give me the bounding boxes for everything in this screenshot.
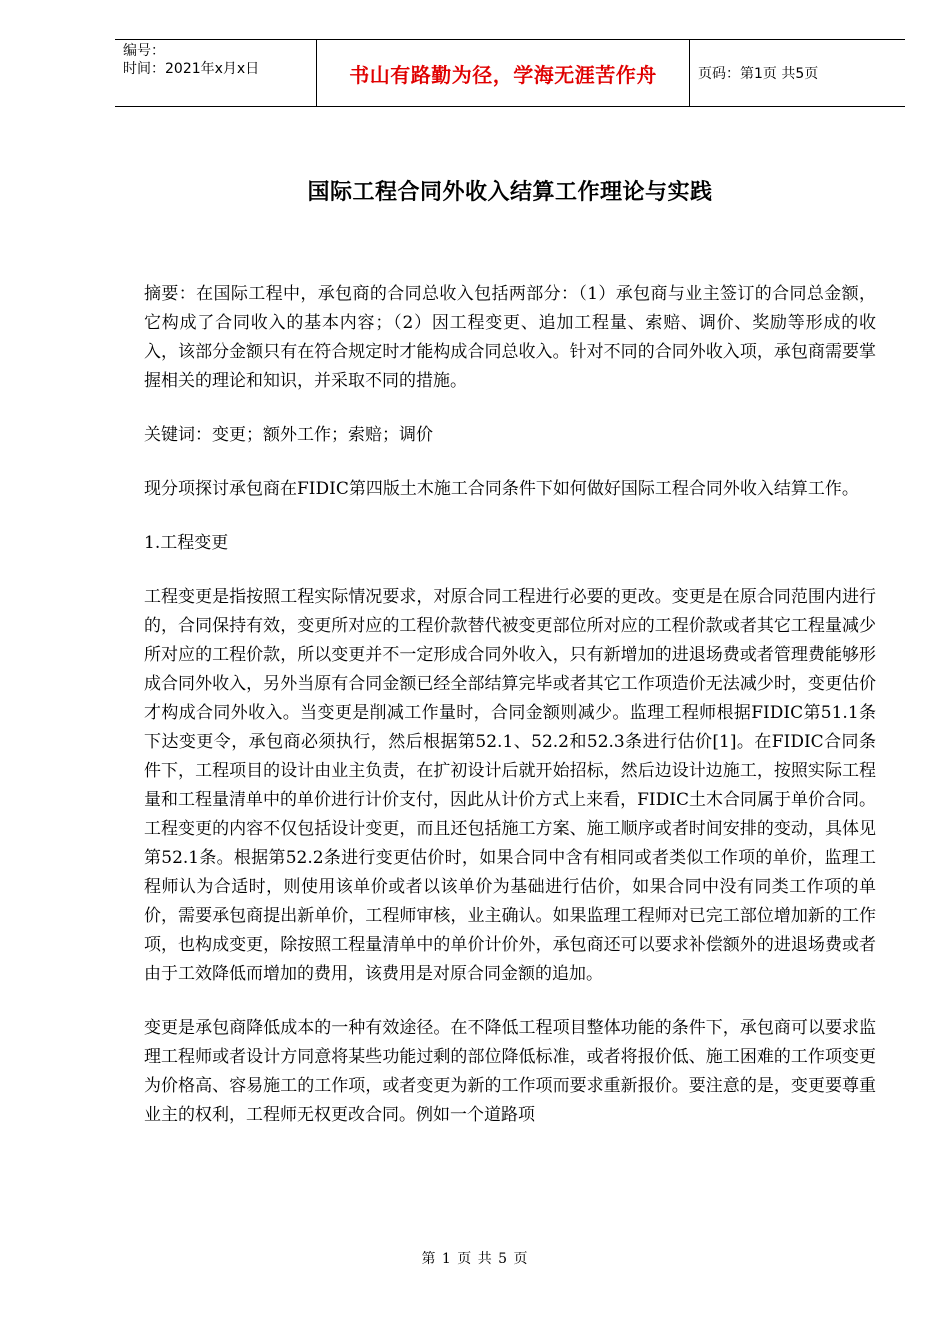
serial-label: 编号： bbox=[123, 43, 165, 59]
document-body bbox=[144, 280, 876, 1155]
time-label: 时间：2021年x月x日 bbox=[123, 61, 260, 77]
header-motto: 书山有路勤为径，学海无涯苦作舟 bbox=[316, 40, 690, 106]
section-heading: 1.工程变更 bbox=[144, 533, 229, 553]
body-paragraph: 变更是承包商降低成本的一种有效途径。在不降低工程项目整体功能的条件下，承包商可以要求监理工程师或者设计方同意将某些功能过剩的部位降低标准，或者将报价低、施工困难的工作项变更为价格高、容易施工的工作项，或者变更为新的工作项而要求重新报价。要注意的是，变更要尊重业主的权利，工程师无权更改合同。例如一个道路项 bbox=[144, 1018, 876, 1125]
body-paragraph: 工程变更是指按照工程实际情况要求，对原合同工程进行必要的更改。变更是在原合同范围内进行的，合同保持有效，变更所对应的工程价款替代被变更部位所对应的工程价款或者其它工程量减少所对应的工程价款，所以变更并不一定形成合同外收入，只有新增加的进退场费或者管理费能够形成合同外收入，另外当原有合同金额已经全部结算完毕或者其它工作项造价无法减少时，变更估价才构成合同外收入。当变更是削减工作量时，合同金额则减少。监理工程师根据FIDIC第51.1条下达变更令，承包商必须执行，然后根据第52.1、52.2和52.3条进行估价[1]。在FIDIC合同条件下，工程项目的设计由业主负责，在扩初设计后就开始招标，然后边设计边施工，按照实际工程量和工程量清单中的单价进行计价支付，因此从计价方式上来看，FIDIC土木合同属于单价合同。工程变更的内容不仅包括设计变更，而且还包括施工方案、施工顺序或者时间安排的变动，具体见第52.1条。根据第52.2条进行变更估价时，如果合同中含有相同或者类似工作项的单价，监理工程师认为合适时，则使用该单价或者以该单价为基础进行估价，如果合同中没有同类工作项的单价，需要承包商提出新单价，工程师审核，业主确认。如果监理工程师对已完工部位增加新的工作项，也构成变更，除按照工程量清单中的单价计价外，承包商还可以要求补偿额外的进退场费或者由于工效降低而增加的费用，该费用是对原合同金额的追加。 bbox=[144, 587, 876, 984]
header-table bbox=[115, 39, 905, 107]
keywords-paragraph: 关键词：变更；额外工作；索赔；调价 bbox=[144, 425, 433, 445]
document-title: 国际工程合同外收入结算工作理论与实践 bbox=[307, 180, 713, 205]
abstract-paragraph: 摘要：在国际工程中，承包商的合同总收入包括两部分：（1）承包商与业主签订的合同总金额，它构成了合同收入的基本内容；（2）因工程变更、追加工程量、索赔、调价、奖励等形成的收入，该部分金额只有在符合规定时才能构成合同总收入。针对不同的合同外收入项，承包商需要掌握相关的理论和知识，并采取不同的措施。 bbox=[144, 284, 876, 391]
intro-paragraph: 现分项探讨承包商在FIDIC第四版土木施工合同条件下如何做好国际工程合同外收入结算工作。 bbox=[144, 479, 859, 499]
header-page-info: 页码：第1页 共5页 bbox=[698, 66, 819, 82]
footer-page-number: 第 1 页 共 5 页 bbox=[421, 1251, 529, 1267]
header-left-cell bbox=[115, 40, 316, 106]
